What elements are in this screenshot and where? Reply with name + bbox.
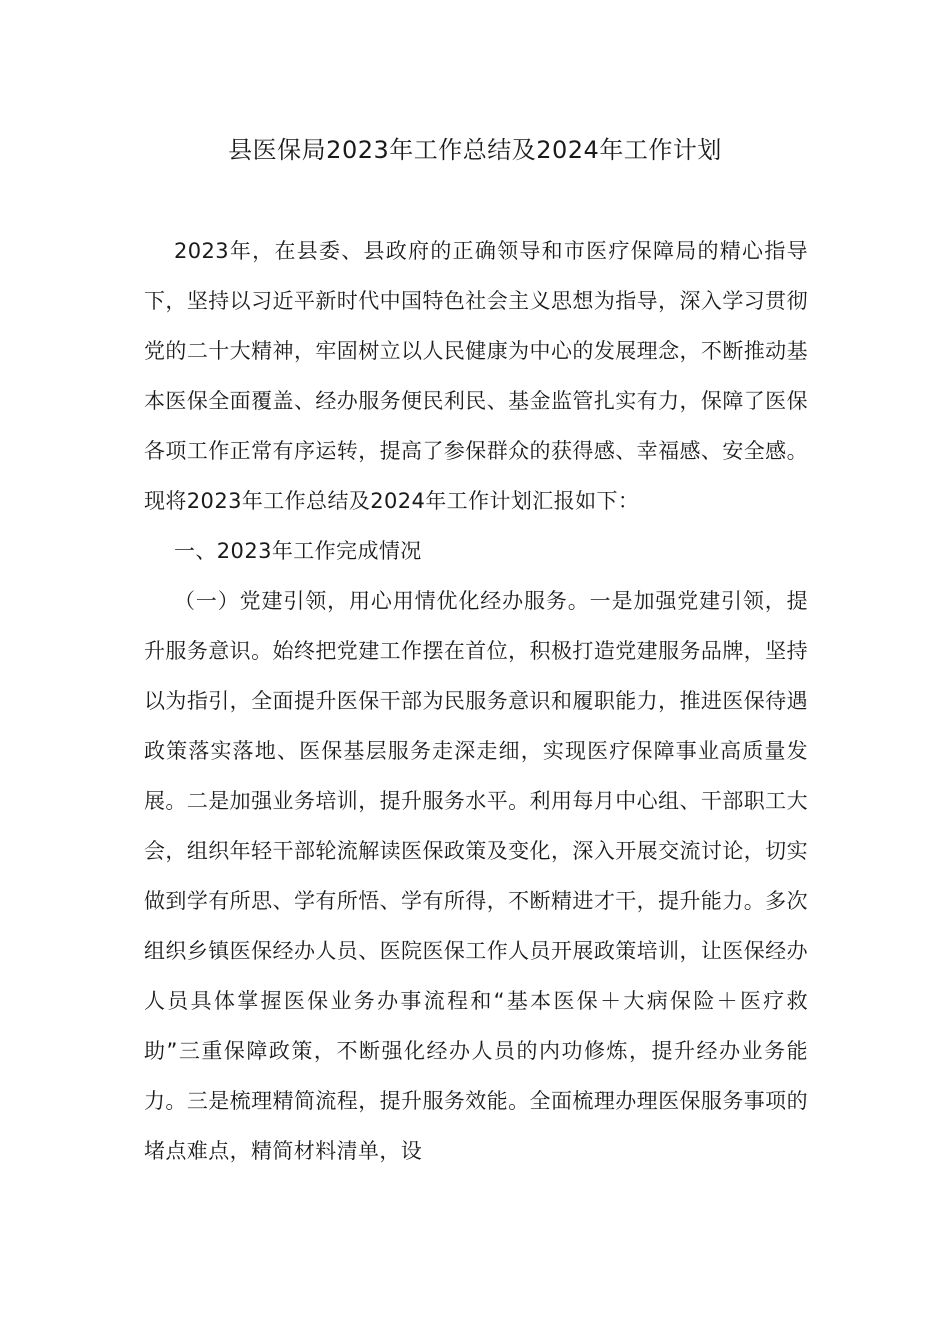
paragraph-party-building: （一）党建引领，用心用情优化经办服务。一是加强党建引领，提升服务意识。始终把党建工作摆在首位，积极打造党建服务品牌，坚持以为指引，全面提升医保干部为民服务意识和履职能力，推进医保待遇政策落实落地、医保基层服务走深走细，实现医疗保障事业高质量发展。二是加强业务培训，提升服务水平。利用每月中心组、干部职工大会，组织年轻干部轮流解读医保政策及变化，深入开展交流讨论，切实做到学有所思、学有所悟、学有所得，不断精进才干，提升能力。多次组织乡镇医保经办人员、医院医保工作人员开展政策培训，让医保经办人员具体掌握医保业务办事流程和“基本医保＋大病保险＋医疗救助”三重保障政策，不断强化经办人员的内功修炼，提升经办业务能力。三是梳理精简流程，提升服务效能。全面梳理办理医保服务事项的堵点难点，精简材料清单，设 xyxy=(144,589,808,1163)
document-body xyxy=(144,226,808,1176)
document-title: 县医保局2023年工作总结及2024年工作计划 xyxy=(228,136,722,164)
paragraph-intro: 2023年，在县委、县政府的正确领导和市医疗保障局的精心指导下，坚持以习近平新时代中国特色社会主义思想为指导，深入学习贯彻党的二十大精神，牢固树立以人民健康为中心的发展理念，不断推动基本医保全面覆盖、经办服务便民利民、基金监管扎实有力，保障了医保各项工作正常有序运转，提高了参保群众的获得感、幸福感、安全感。现将2023年工作总结及2024年工作计划汇报如下： xyxy=(144,239,808,513)
section-heading: 一、2023年工作完成情况 xyxy=(174,539,422,563)
